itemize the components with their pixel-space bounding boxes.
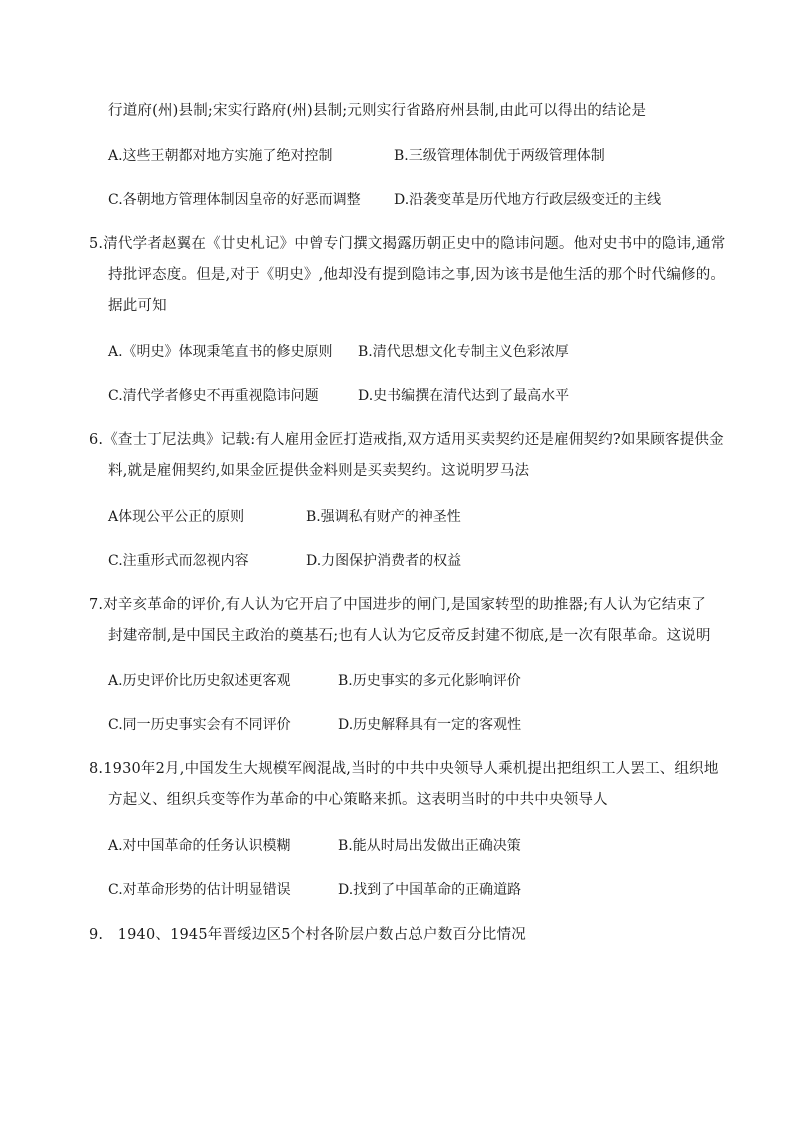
q7-stem-line-2: 封建帝制,是中国民主政治的奠基石;也有人认为它反帝反封建不彻底,是一次有限革命。这说明 [108, 628, 711, 644]
q8-option-b[interactable]: B.能从时局出发做出正确决策 [338, 838, 521, 854]
q7-option-b[interactable]: B.历史事实的多元化影响评价 [338, 673, 521, 689]
q4-stem-line: 行道府(州)县制;宋实行路府(州)县制;元则实行省路府州县制,由此可以得出的结论是 [108, 103, 647, 119]
q4-option-d[interactable]: D.沿袭变革是历代地方行政层级变迁的主线 [394, 192, 662, 208]
q8-option-d[interactable]: D.找到了中国革命的正确道路 [338, 882, 522, 898]
q7-option-a[interactable]: A.历史评价比历史叙述更客观 [108, 673, 291, 689]
q4-option-b[interactable]: B.三级管理体制优于两级管理体制 [394, 148, 605, 164]
q5-option-d[interactable]: D.史书编撰在清代达到了最高水平 [358, 388, 570, 404]
q5-option-a[interactable]: A.《明史》体现秉笔直书的修史原则 [108, 344, 333, 360]
q5-option-c[interactable]: C.清代学者修史不再重视隐讳问题 [108, 388, 319, 404]
q4-option-a[interactable]: A.这些王朝都对地方实施了绝对控制 [108, 148, 333, 164]
q7-option-c[interactable]: C.同一历史事实会有不同评价 [108, 717, 291, 733]
q7-stem-line-1: 7.对辛亥革命的评价,有人认为它开启了中国进步的闸门,是国家转型的助推器;有人认为它结束了 [89, 597, 706, 613]
q5-stem-line-2: 持批评态度。但是,对于《明史》,他却没有提到隐讳之事,因为该书是他生活的那个时代编修的。 [108, 267, 726, 283]
q6-stem-line-1: 6.《查士丁尼法典》记载:有人雇用金匠打造戒指,双方适用买卖契约还是雇佣契约?如果顾客提供金 [89, 432, 724, 448]
q5-stem-line-1: 5.清代学者赵翼在《廿史札记》中曾专门撰文揭露历朝正史中的隐讳问题。他对史书中的隐讳,通常 [89, 236, 726, 252]
q8-option-a[interactable]: A.对中国革命的任务认识模糊 [108, 838, 291, 854]
q6-option-a[interactable]: A体现公平公正的原则 [108, 509, 245, 525]
q5-stem-line-3: 据此可知 [108, 298, 167, 314]
q8-stem-line-2: 方起义、组织兵变等作为革命的中心策略来抓。这表明当时的中共中央领导人 [108, 792, 608, 808]
q5-option-b[interactable]: B.清代思想文化专制主义色彩浓厚 [358, 344, 569, 360]
q4-option-c[interactable]: C.各朝地方管理体制因皇帝的好恶而调整 [108, 192, 361, 208]
q8-stem-line-1: 8.1930年2月,中国发生大规模军阀混战,当时的中共中央领导人乘机提出把组织工人罢工、组织地 [89, 761, 719, 777]
q8-option-c[interactable]: C.对革命形势的估计明显错误 [108, 882, 291, 898]
q6-option-b[interactable]: B.强调私有财产的神圣性 [306, 509, 461, 525]
q6-option-d[interactable]: D.力图保护消费者的权益 [306, 553, 462, 569]
q6-option-c[interactable]: C.注重形式而忽视内容 [108, 553, 249, 569]
q9-stem: 9. 1940、1945年晋绥边区5个村各阶层户数占总户数百分比情况 [89, 927, 526, 943]
q7-option-d[interactable]: D.历史解释具有一定的客观性 [338, 717, 522, 733]
q6-stem-line-2: 料,就是雇佣契约,如果金匠提供金料则是买卖契约。这说明罗马法 [108, 463, 530, 479]
